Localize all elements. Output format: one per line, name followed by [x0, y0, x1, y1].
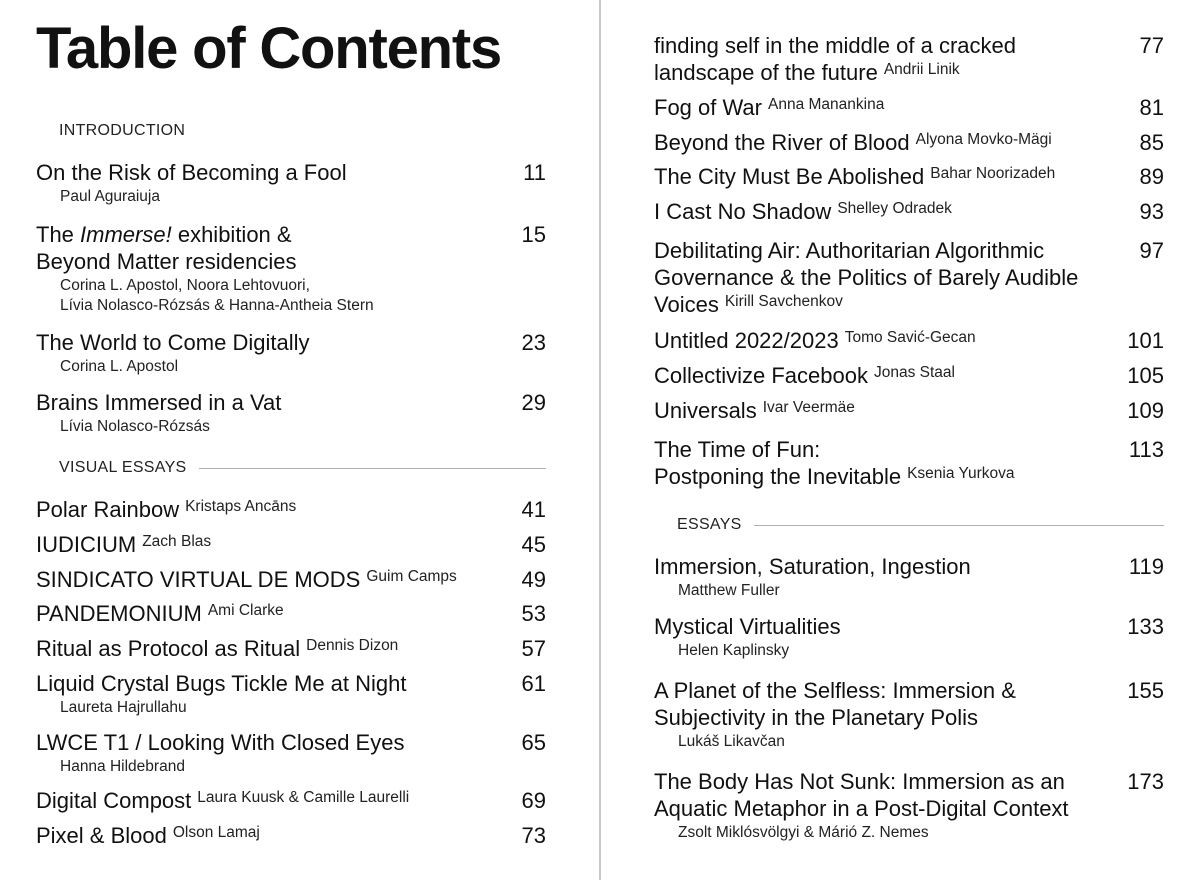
toc-entry[interactable]	[654, 32, 1164, 86]
entry-title: I Cast No Shadow	[654, 199, 832, 224]
entry-page: 85	[1139, 130, 1164, 155]
page-title: Table of Contents	[36, 16, 502, 81]
entry-author: Bahar Noorizadeh	[930, 165, 1056, 182]
toc-entry[interactable]	[654, 436, 1164, 490]
entry-page: 11	[523, 160, 546, 185]
entry-page: 133	[1127, 614, 1164, 639]
entry-authors: Laureta Hajrullahu	[60, 699, 187, 716]
entry-page: 23	[521, 330, 546, 355]
entry-title: IUDICIUM	[36, 532, 137, 557]
entry-author: Tomo Savić-Gecan	[844, 329, 976, 346]
entry-title-line2: Subjectivity in the Planetary Polis	[654, 705, 979, 730]
entry-title: On the Risk of Becoming a Fool	[36, 160, 347, 185]
entry-authors-line2: Lívia Nolasco-Rózsás & Hanna-Antheia Stern	[60, 297, 374, 314]
entry-authors: Hanna Hildebrand	[60, 758, 185, 775]
entry-author: Olson Lamaj	[172, 824, 260, 841]
entry-title: Pixel & Blood	[36, 823, 167, 848]
toc-entry[interactable]	[654, 94, 1164, 121]
toc-entry[interactable]	[654, 163, 1164, 190]
toc-entry[interactable]	[654, 768, 1164, 843]
entry-title: Debilitating Air: Authoritarian Algorithmic	[654, 238, 1045, 263]
entry-author: Dennis Dizon	[306, 637, 399, 654]
entry-page: 15	[521, 222, 546, 247]
toc-entry[interactable]	[36, 822, 546, 849]
section-header-introduction: INTRODUCTION	[59, 122, 186, 139]
entry-title-line2: Beyond Matter residencies	[36, 249, 297, 274]
toc-entry[interactable]	[654, 129, 1164, 156]
toc-entry[interactable]	[36, 635, 546, 662]
entry-title: Polar Rainbow	[36, 497, 180, 522]
entry-page: 49	[521, 567, 546, 592]
toc-entry[interactable]	[654, 397, 1164, 424]
entry-page: 93	[1139, 199, 1164, 224]
entry-title: The Immerse! exhibition &	[36, 222, 292, 247]
toc-entry[interactable]	[36, 600, 546, 627]
entry-title: Beyond the River of Blood	[654, 130, 910, 155]
entry-title: Mystical Virtualities	[654, 614, 841, 639]
entry-author: Zach Blas	[142, 533, 212, 550]
section-rule	[199, 468, 546, 469]
toc-entry[interactable]	[654, 613, 1164, 661]
entry-page: 61	[521, 671, 546, 696]
toc-entry[interactable]	[654, 198, 1164, 225]
entry-authors: Corina L. Apostol, Noora Lehtovuori,	[60, 277, 310, 294]
toc-entry[interactable]	[654, 327, 1164, 354]
entry-title: Collectivize Facebook	[654, 363, 868, 388]
entry-title: Ritual as Protocol as Ritual	[36, 636, 301, 661]
entry-title: The City Must Be Abolished	[654, 164, 925, 189]
entry-page: 101	[1127, 328, 1164, 353]
entry-author: Ivar Veermäe	[762, 399, 855, 416]
entry-title: Untitled 2022/2023	[654, 328, 839, 353]
entry-author: Laura Kuusk & Camille Laurelli	[197, 789, 410, 806]
entry-author: Shelley Odradek	[837, 200, 952, 217]
entry-page: 73	[521, 823, 546, 848]
entry-author: Alyona Movko-Mägi	[915, 131, 1052, 148]
entry-title: The World to Come Digitally	[36, 330, 310, 355]
entry-title: Liquid Crystal Bugs Tickle Me at Night	[36, 671, 407, 696]
entry-author: Kristaps Ancāns	[185, 498, 297, 515]
entry-page: 41	[521, 497, 546, 522]
entry-title-line2: landscape of the future	[654, 60, 878, 85]
entry-authors: Lukáš Likavčan	[678, 733, 785, 750]
entry-page: 77	[1139, 33, 1164, 58]
entry-title: Universals	[654, 398, 757, 423]
toc-entry[interactable]	[36, 531, 546, 558]
entry-page: 57	[521, 636, 546, 661]
toc-entry[interactable]	[36, 670, 546, 718]
entry-author: Ksenia Yurkova	[907, 465, 1015, 482]
entry-page: 29	[521, 390, 546, 415]
entry-authors: Corina L. Apostol	[60, 358, 179, 375]
entry-page: 109	[1127, 398, 1164, 423]
toc-entry[interactable]	[654, 677, 1164, 752]
entry-page: 97	[1139, 238, 1164, 263]
entry-authors: Helen Kaplinsky	[678, 642, 790, 659]
entry-author: Andrii Linik	[883, 61, 960, 78]
entry-title: Brains Immersed in a Vat	[36, 390, 282, 415]
toc-entry[interactable]	[36, 329, 546, 377]
entry-title-line3: Voices	[654, 292, 719, 317]
entry-page: 119	[1128, 554, 1164, 579]
section-header-visual-essays: VISUAL ESSAYS	[59, 459, 546, 477]
entry-title: finding self in the middle of a cracked	[654, 33, 1016, 58]
toc-entry[interactable]	[36, 729, 546, 777]
entry-authors: Paul Aguraiuja	[60, 188, 160, 205]
entry-page: 69	[521, 788, 546, 813]
entry-title: The Time of Fun:	[654, 437, 821, 462]
entry-title-line2: Aquatic Metaphor in a Post-Digital Context	[654, 796, 1069, 821]
toc-entry[interactable]	[654, 237, 1164, 318]
entry-page: 113	[1128, 437, 1164, 462]
toc-entry[interactable]	[654, 362, 1164, 389]
section-header-essays: ESSAYS	[677, 516, 1164, 534]
toc-entry[interactable]	[36, 159, 546, 207]
toc-entry[interactable]	[36, 787, 546, 814]
entry-page: 65	[521, 730, 546, 755]
entry-page: 173	[1127, 769, 1164, 794]
entry-page: 105	[1127, 363, 1164, 388]
entry-page: 81	[1139, 95, 1164, 120]
toc-entry[interactable]	[36, 566, 546, 593]
entry-title: LWCE T1 / Looking With Closed Eyes	[36, 730, 405, 755]
toc-entry[interactable]	[654, 553, 1164, 601]
entry-title: A Planet of the Selfless: Immersion &	[654, 678, 1016, 703]
entry-author: Guim Camps	[366, 568, 457, 585]
page-gutter	[599, 0, 601, 880]
entry-title-line2: Governance & the Politics of Barely Audible	[654, 265, 1079, 290]
entry-title: PANDEMONIUM	[36, 601, 202, 626]
toc-entry[interactable]	[36, 389, 546, 437]
entry-title-line2: Postponing the Inevitable	[654, 464, 902, 489]
entry-title: Fog of War	[654, 95, 762, 120]
entry-page: 89	[1139, 164, 1164, 189]
entry-author: Kirill Savchenkov	[724, 293, 843, 310]
entry-page: 155	[1127, 678, 1164, 703]
toc-entry[interactable]	[36, 221, 546, 316]
entry-authors: Zsolt Miklósvölgyi & Márió Z. Nemes	[678, 824, 929, 841]
entry-title: SINDICATO VIRTUAL DE MODS	[36, 567, 361, 592]
toc-entry[interactable]	[36, 496, 546, 523]
entry-page: 45	[521, 532, 546, 557]
entry-page: 53	[521, 601, 546, 626]
entry-title: Digital Compost	[36, 788, 192, 813]
entry-title: The Body Has Not Sunk: Immersion as an	[654, 769, 1065, 794]
section-rule	[754, 525, 1164, 526]
entry-author: Jonas Staal	[873, 364, 955, 381]
entry-author: Anna Manankina	[768, 96, 885, 113]
entry-authors: Matthew Fuller	[678, 582, 780, 599]
entry-authors: Lívia Nolasco-Rózsás	[60, 418, 210, 435]
entry-title: Immersion, Saturation, Ingestion	[654, 554, 971, 579]
entry-author: Ami Clarke	[207, 602, 284, 619]
